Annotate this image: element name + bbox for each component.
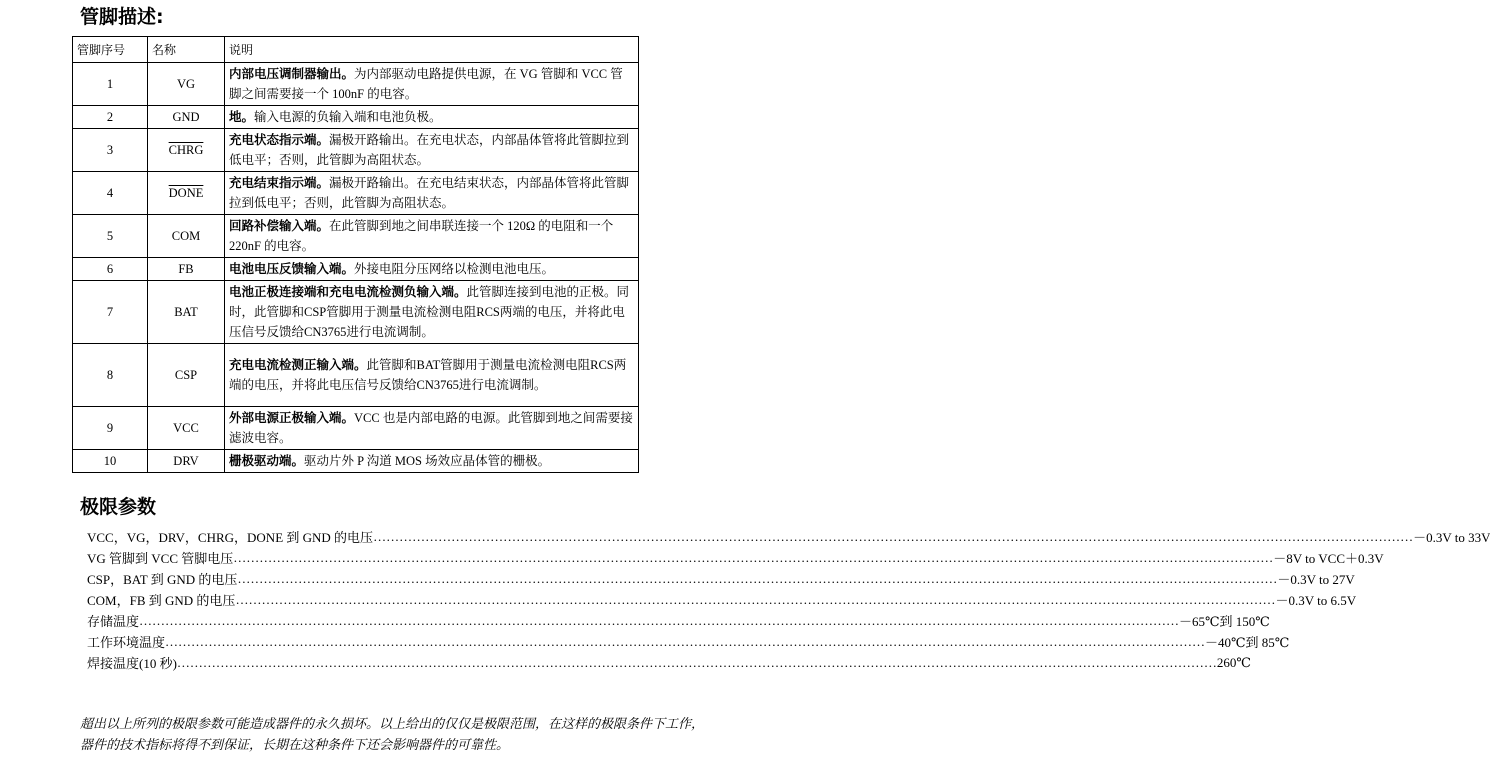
pin-table-header (73, 37, 639, 63)
limit-row (87, 568, 1355, 589)
pin-description (225, 281, 639, 344)
pin-number: 2 (73, 106, 148, 129)
pin-name-cell (148, 407, 225, 450)
pin-number: 8 (73, 344, 148, 407)
pin-function: 栅极驱动端。 (229, 454, 305, 468)
limit-value: －0.3V to 6.5V (1275, 593, 1357, 608)
limits-list (87, 526, 1490, 673)
pin-description (225, 172, 639, 215)
limits-title: 极限参数 (80, 496, 157, 518)
pin-table (72, 36, 639, 473)
limit-label: 工作环境温度 (87, 635, 166, 650)
pin-number: 1 (73, 63, 148, 106)
pin-detail: 外接电阻分压网络以检测电池电压。 (354, 262, 555, 276)
pin-detail: 为内部驱动电路提供电源，在 VG 管脚和 VCC 管脚之间需要接一个 100nF 的电容。 (229, 67, 623, 101)
header-pin-name: 名称 (148, 37, 225, 63)
limit-label: 焊接温度(10 秒) (87, 656, 177, 671)
limit-label: VCC，VG，DRV，CHRG，DONE 到 GND 的电压 (87, 530, 374, 545)
table-row (73, 407, 639, 450)
leader-dots: …………………………………………………………………………………………………………………………………………………………………………………………………………………… (233, 549, 1274, 565)
pin-description (225, 407, 639, 450)
limits-note-line-1: 超出以上所列的极限参数可能造成器件的永久损坏。以上给出的仅仅是极限范围，在这样的极限条件下工作， (80, 716, 705, 731)
pin-detail: 漏极开路输出。在充电状态，内部晶体管将此管脚拉到低电平；否则，此管脚为高阻状态。 (229, 133, 630, 167)
pin-description (225, 129, 639, 172)
pin-name-cell (148, 215, 225, 258)
pin-function: 回路补偿输入端。 (229, 219, 330, 233)
pin-name-cell (148, 63, 225, 106)
pin-name: BAT (174, 305, 198, 319)
pin-name: FB (178, 262, 194, 276)
leader-dots: …………………………………………………………………………………………………………………………………………………………………………………………………………………… (237, 570, 1278, 586)
table-row (73, 258, 639, 281)
pin-function: 电池电压反馈输入端。 (229, 262, 355, 276)
table-row (73, 281, 639, 344)
leader-dots: …………………………………………………………………………………………………………………………………………………………………………………………………………………… (235, 591, 1276, 607)
pin-detail: 漏极开路输出。在充电结束状态，内部晶体管将此管脚拉到低电平；否则，此管脚为高阻状态。 (229, 176, 630, 210)
pin-detail: 此管脚和BAT管脚用于测量电流检测电阻RCS两端的电压，并将此电压信号反馈给CN3765进行电流调制。 (229, 358, 627, 392)
pin-name-cell (148, 106, 225, 129)
pin-detail: VCC 也是内部电路的电源。此管脚到地之间需要接滤波电容。 (229, 411, 633, 445)
limit-label: COM，FB 到 GND 的电压 (87, 593, 236, 608)
limit-value: －0.3V to 33V (1413, 530, 1490, 545)
pin-description (225, 106, 639, 129)
header-description: 说明 (225, 37, 639, 63)
pin-detail: 驱动片外 P 沟道 MOS 场效应晶体管的栅极。 (304, 454, 551, 468)
pin-number: 6 (73, 258, 148, 281)
pin-name: GND (172, 110, 200, 124)
limit-value: －8V to VCC＋0.3V (1273, 551, 1384, 566)
pin-description (225, 258, 639, 281)
leader-dots: …………………………………………………………………………………………………………………………………………………………………………………………………………………… (165, 633, 1206, 649)
pin-description-title: 管脚描述: (80, 6, 164, 28)
limit-label: 存储温度 (87, 614, 140, 629)
pin-function: 电池正极连接端和充电电流检测负输入端。 (229, 285, 467, 299)
pin-function: 外部电源正极输入端。 (229, 411, 355, 425)
limit-row (87, 610, 1270, 631)
limit-row (87, 589, 1357, 610)
pin-name-cell (148, 344, 225, 407)
limits-note-line-2: 器件的技术指标将得不到保证，长期在这种条件下还会影响器件的可靠性。 (80, 737, 510, 752)
pin-name: CHRG (168, 143, 204, 157)
leader-dots: …………………………………………………………………………………………………………………………………………………………………………………………………………………… (176, 654, 1217, 670)
pin-description (225, 450, 639, 473)
pin-description (225, 63, 639, 106)
pin-function: 充电结束指示端。 (229, 176, 330, 190)
leader-dots: …………………………………………………………………………………………………………………………………………………………………………………………………………………… (373, 528, 1414, 544)
pin-name: CSP (174, 368, 198, 382)
pin-number: 3 (73, 129, 148, 172)
table-row (73, 129, 639, 172)
limit-row (87, 631, 1290, 652)
limit-label: CSP，BAT 到 GND 的电压 (87, 572, 238, 587)
pin-detail: 输入电源的负输入端和电池负极。 (254, 110, 442, 124)
pin-name: VG (176, 77, 196, 91)
pin-name-cell (148, 281, 225, 344)
leader-dots: …………………………………………………………………………………………………………………………………………………………………………………………………………………… (139, 612, 1180, 628)
pin-name: VCC (173, 421, 199, 435)
pin-detail: 此管脚连接到电池的正极。同时，此管脚和CSP管脚用于测量电流检测电阻RCS两端的电压，并将此电压信号反馈给CN3765进行电流调制。 (229, 285, 630, 339)
pin-name-cell (148, 172, 225, 215)
pin-detail: 在此管脚到地之间串联连接一个 120Ω 的电阻和一个 220nF 的电容。 (229, 219, 614, 253)
table-row (73, 215, 639, 258)
pin-name-cell (148, 129, 225, 172)
table-row (73, 172, 639, 215)
limit-value: －40℃到 85℃ (1205, 635, 1290, 650)
pin-number: 9 (73, 407, 148, 450)
pin-name-cell (148, 450, 225, 473)
pin-description (225, 344, 639, 407)
table-row (73, 106, 639, 129)
limit-row (87, 547, 1384, 568)
pin-name-cell (148, 258, 225, 281)
limit-row (87, 652, 1251, 673)
pin-function: 充电电流检测正输入端。 (229, 358, 367, 372)
pin-number: 4 (73, 172, 148, 215)
pin-number: 5 (73, 215, 148, 258)
pin-function: 充电状态指示端。 (229, 133, 330, 147)
limit-label: VG 管脚到 VCC 管脚电压 (87, 551, 234, 566)
limit-row (87, 526, 1490, 547)
limit-value: 260℃ (1216, 654, 1251, 670)
table-row (73, 450, 639, 473)
pin-description (225, 215, 639, 258)
limits-note (80, 713, 780, 755)
pin-number: 7 (73, 281, 148, 344)
pin-number: 10 (73, 450, 148, 473)
table-row (73, 63, 639, 106)
pin-function: 地。 (229, 110, 255, 124)
limit-value: －0.3V to 27V (1277, 572, 1355, 587)
pin-function: 内部电压调制器输出。 (229, 67, 355, 81)
header-pin-number: 管脚序号 (73, 37, 148, 63)
limit-value: －65℃到 150℃ (1179, 614, 1270, 629)
pin-name: DRV (173, 454, 199, 468)
pin-name: DONE (168, 186, 204, 200)
pin-name: COM (171, 229, 201, 243)
table-row (73, 344, 639, 407)
